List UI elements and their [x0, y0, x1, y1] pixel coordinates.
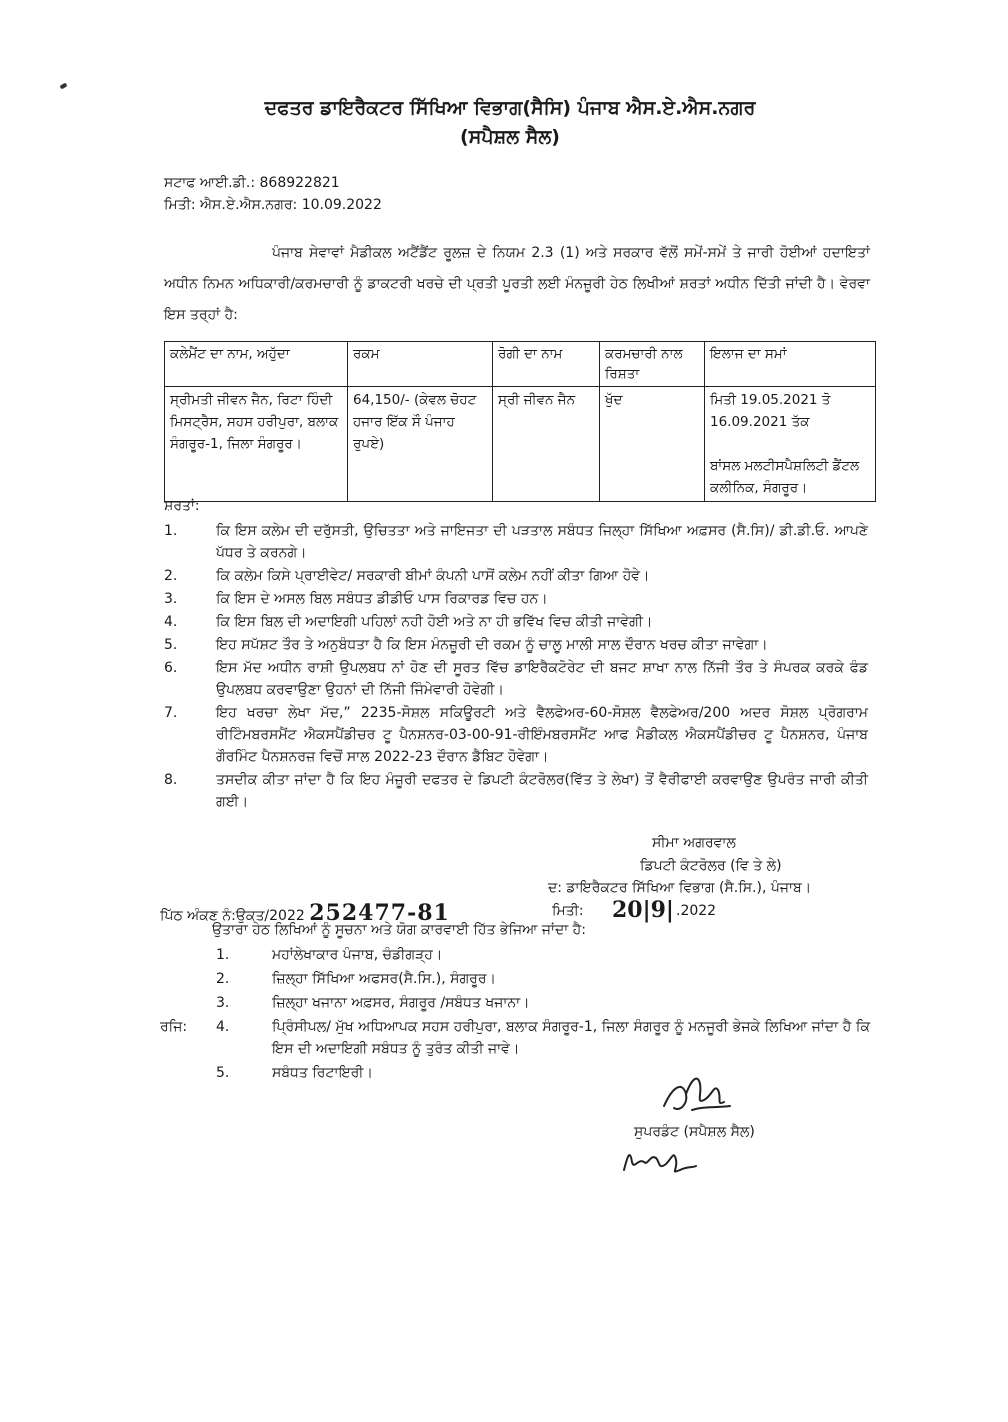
copy-intro: ਉਤਾਰਾ ਹੇਠ ਲਿਖਿਆਂ ਨੂੰ ਸੂਚਨਾ ਅਤੇ ਯੋਗ ਕਾਰਵਾਈ ਹਿੱਤ ਭੇਜਿਆ ਜਾਂਦਾ ਹੈ:: [212, 922, 586, 938]
item-number: 7.: [164, 705, 178, 721]
superintendent-designation: ਸੁਪਰਡੰਟ (ਸਪੈਸ਼ਲ ਸੈਲ): [634, 1124, 755, 1140]
item-text: ਸਬੰਧਤ ਰਿਟਾਇਰੀ।: [272, 1065, 373, 1081]
list-item: [160, 968, 870, 990]
cell-claimant: ਸ੍ਰੀਮਤੀ ਜੀਵਨ ਜੈਨ, ਰਿਟਾ ਹਿੰਦੀ ਮਿਸਟ੍ਰੈਸ, ਸਹਸ ਹਰੀਪੁਰਾ, ਬਲਾਕ ਸੰਗਰੂਰ-1, ਜਿਲਾ ਸੰਗਰੂਰ।: [165, 387, 348, 502]
endorsement-number: 252477-81: [309, 900, 450, 926]
issue-date: ਮਿਤੀ: ਐਸ.ਏ.ਐਸ.ਨਗਰ: 10.09.2022: [164, 197, 382, 213]
item-number: 2.: [216, 971, 230, 987]
conditions-heading: ਸ਼ਰਤਾਂ:: [164, 498, 200, 514]
col-claimant: ਕਲੇਮੈਂਟ ਦਾ ਨਾਮ, ਅਹੁੱਦਾ: [165, 342, 348, 387]
item-text: ਇਹ ਖਰਚਾ ਲੇਖਾ ਮੱਦ,” 2235-ਸੋਸ਼ਲ ਸਕਿਊਰਟੀ ਅਤੇ ਵੈਲਫੇਅਰ-60-ਸੋਸ਼ਲ ਵੈਲਫੇਅਰ/200 ਅਦਰ ਸੋਸ਼ਲ ਪ੍ਰੋਗਰਾਮ ਰੀਟਿੰਮਬਰਸਮੈਂਟ ਐਕਸਪੈਂਡੀਚਰ ਟੂ ਪੈਨਸ਼ਨਰ-03-00-91-ਰੀਇੰਮਬਰਸਮੈਂਟ ਆਫ ਮੈਡੀਕਲ ਐਕਸਪੈਂਡੀਚਰ ਟੂ ਪੈਨਸ਼ਨਰ, ਪੰਜਾਬ ਗੌਰਮਿੰਟ ਪੈਨਸ਼ਨਰਜ਼ ਵਿਚੋਂ ਸਾਲ 2022-23 ਦੌਰਾਨ ਡੈਬਿਟ ਹੋਵੇਗਾ।: [216, 705, 868, 765]
col-treatment-period: ਇਲਾਜ ਦਾ ਸਮਾਂ: [705, 342, 876, 387]
intro-paragraph: ਪੰਜਾਬ ਸੇਵਾਵਾਂ ਮੈਡੀਕਲ ਅਟੈਂਡੈਂਟ ਰੂਲਜ਼ ਦੇ ਨਿਯਮ 2.3 (1) ਅਤੇ ਸਰਕਾਰ ਵੱਲੋਂ ਸਮੇਂ-ਸਮੇਂ ਤੇ ਜਾਰੀ ਹੋਈਆਂ ਹਦਾਇਤਾਂ ਅਧੀਨ ਨਿਮਨ ਅਧਿਕਾਰੀ/ਕਰਮਚਾਰੀ ਨੂੰ ਡਾਕਟਰੀ ਖਰਚੇ ਦੀ ਪ੍ਰਤੀ ਪੂਰਤੀ ਲਈ ਮੰਨਜ਼ੂਰੀ ਹੇਠ ਲਿਖੀਆਂ ਸ਼ਰਤਾਂ ਅਧੀਨ ਦਿੱਤੀ ਜਾਂਦੀ ਹੈ। ਵੇਰਵਾ ਇਸ ਤਰ੍ਹਾਂ ਹੈ:: [164, 245, 870, 323]
endorsement-date-handwritten: 20|9|: [612, 897, 674, 923]
list-item: [160, 1062, 870, 1084]
endorsement-date-label: ਮਿਤੀ:: [552, 903, 584, 919]
scan-mark: [59, 83, 67, 90]
list-item: [164, 702, 868, 768]
item-text: ਤਸਦੀਕ ਕੀਤਾ ਜਾਂਦਾ ਹੈ ਕਿ ਇਹ ਮੰਜ਼ੂਰੀ ਦਫਤਰ ਦੇ ਡਿਪਟੀ ਕੰਟਰੋਲਰ(ਵਿੱਤ ਤੇ ਲੇਖਾ) ਤੋਂ ਵੈਰੀਫਾਈ ਕਰਵਾਉਣ ਉਪਰੰਤ ਜਾਰੀ ਕੀਤੀ ਗਈ।: [216, 772, 868, 810]
list-item: [164, 565, 868, 587]
superintendent-signature: [652, 1070, 742, 1122]
copy-recipients-list: [160, 944, 870, 1086]
item-number: 2.: [164, 568, 178, 584]
item-number: 8.: [164, 772, 178, 788]
cell-patient: ਸ੍ਰੀ ਜੀਵਨ ਜੈਨ: [493, 387, 600, 502]
cell-amount: 64,150/- (ਕੇਵਲ ਚੋਹਟ ਹਜਾਰ ਇੱਕ ਸੌ ਪੰਜਾਹ ਰੁਪਏ): [348, 387, 493, 502]
item-number: 3.: [164, 591, 178, 607]
signatory-designation: ਡਿਪਟੀ ਕੰਟਰੋਲਰ (ਵਿ ਤੇ ਲੇ): [640, 858, 782, 874]
item-text: ਮਹਾਂਲੇਖਾਕਾਰ ਪੰਜਾਬ, ਚੰਡੀਗੜ੍ਹ।: [272, 947, 443, 963]
list-item: [164, 588, 868, 610]
list-item: [164, 657, 868, 701]
office-subheader: (ਸਪੈਸ਼ਲ ਸੈਲ): [460, 126, 560, 148]
claim-table: [164, 341, 876, 502]
item-text: ਜ਼ਿਲ੍ਹਾ ਖਜਾਨਾ ਅਫ਼ਸਰ, ਸੰਗਰੂਰ /ਸਬੰਧਤ ਖਜਾਨਾ।: [272, 995, 530, 1011]
initials-signature: [620, 1140, 700, 1180]
list-item: [160, 992, 870, 1014]
list-item: [160, 944, 870, 966]
cell-period: [705, 387, 876, 502]
signatory-name: ਸੀਮਾ ਅਗਰਵਾਲ: [652, 835, 736, 851]
item-text: ਕਿ ਕਲੇਮ ਕਿਸੇ ਪ੍ਰਾਈਵੇਟ/ ਸਰਕਾਰੀ ਬੀਮਾਂ ਕੰਪਨੀ ਪਾਸੋਂ ਕਲੇਮ ਨਹੀਂ ਕੀਤਾ ਗਿਆ ਹੋਵੇ।: [216, 568, 650, 584]
signatory-office: ਦ: ਡਾਇਰੈਕਟਰ ਸਿੱਖਿਆ ਵਿਭਾਗ (ਸੈ.ਸਿ.), ਪੰਜਾਬ।: [548, 880, 812, 896]
item-text: ਕਿ ਇਸ ਬਿਲ ਦੀ ਅਦਾਇਗੀ ਪਹਿਲਾਂ ਨਹੀ ਹੋਈ ਅਤੇ ਨਾ ਹੀ ਭਵਿੱਖ ਵਿਚ ਕੀਤੀ ਜਾਵੇਗੀ।: [216, 614, 653, 630]
item-number: 1.: [164, 523, 178, 539]
list-item: [160, 1016, 870, 1060]
item-text: ਕਿ ਇਸ ਕਲੇਮ ਦੀ ਦਰੁੱਸਤੀ, ਉਚਿਤਤਾ ਅਤੇ ਜਾਇਜਤਾ ਦੀ ਪੜਤਾਲ ਸਬੰਧਤ ਜਿਲ੍ਹਾ ਸਿੱਖਿਆ ਅਫ਼ਸਰ (ਸੈ.ਸਿ)/ ਡੀ.ਡੀ.ਓ. ਆਪਣੇ ਪੱਧਰ ਤੇ ਕਰਨਗੇ।: [216, 523, 868, 561]
cell-relation: ਖੁੱਦ: [600, 387, 705, 502]
list-item: [164, 769, 868, 813]
office-header: ਦਫਤਰ ਡਾਇਰੈਕਟਰ ਸਿੱਖਿਆ ਵਿਭਾਗ(ਸੈਸਿ) ਪੰਜਾਬ ਐਸ.ਏ.ਐਸ.ਨਗਰ: [264, 97, 756, 119]
col-relation: ਕਰਮਚਾਰੀ ਨਾਲ ਰਿਸ਼ਤਾ: [600, 342, 705, 387]
item-number: 5.: [216, 1065, 230, 1081]
item-text: ਕਿ ਇਸ ਦੇ ਅਸਲ ਬਿਲ ਸਬੰਧਤ ਡੀਡੀਓ ਪਾਸ ਰਿਕਾਰਡ ਵਿਚ ਹਨ।: [216, 591, 548, 607]
item-text: ਇਸ ਮੱਦ ਅਧੀਨ ਰਾਸ਼ੀ ਉਪਲਬਧ ਨਾਂ ਹੋਣ ਦੀ ਸੂਰਤ ਵਿੱਚ ਡਾਇਰੈਕਟੋਰੇਟ ਦੀ ਬਜਟ ਸ਼ਾਖਾ ਨਾਲ ਨਿੱਜੀ ਤੌਰ ਤੇ ਸੰਪਰਕ ਕਰਕੇ ਫੰਡ ਉਪਲਬਧ ਕਰਵਾਉਣਾ ਉਹਨਾਂ ਦੀ ਨਿੱਜੀ ਜਿੰਮੇਵਾਰੀ ਹੋਵੇਗੀ।: [216, 660, 868, 698]
item-prefix: ਰਜਿ:: [160, 1019, 188, 1035]
item-text: ਪ੍ਰਿੰਸੀਪਲ/ ਮੁੱਖ ਅਧਿਆਪਕ ਸਹਸ ਹਰੀਪੁਰਾ, ਬਲਾਕ ਸੰਗਰੂਰ-1, ਜਿਲਾ ਸੰਗਰੂਰ ਨੂੰ ਮਨਜੂਰੀ ਭੇਜਕੇ ਲਿਖਿਆ ਜਾਂਦਾ ਹੈ ਕਿ ਇਸ ਦੀ ਅਦਾਇਗੀ ਸਬੰਧਤ ਨੂੰ ਤੁਰੰਤ ਕੀਤੀ ਜਾਵੇ।: [272, 1019, 870, 1057]
list-item: [164, 611, 868, 633]
endorsement-date-year: .2022: [676, 903, 717, 919]
item-number: 3.: [216, 995, 230, 1011]
item-number: 4.: [216, 1019, 230, 1035]
item-number: 6.: [164, 660, 178, 676]
treatment-dates: ਮਿਤੀ 19.05.2021 ਤੋ 16.09.2021 ਤੱਕ: [710, 392, 831, 430]
item-text: ਜ਼ਿਲ੍ਹਾ ਸਿੱਖਿਆ ਅਫਸਰ(ਸੈ.ਸਿ.), ਸੰਗਰੂਰ।: [272, 971, 496, 987]
col-amount: ਰਕਮ: [348, 342, 493, 387]
item-number: 5.: [164, 637, 178, 653]
item-number: 1.: [216, 947, 230, 963]
item-text: ਇਹ ਸਪੱਸ਼ਟ ਤੌਰ ਤੇ ਅਨੁਬੰਧਤਾ ਹੈ ਕਿ ਇਸ ਮੰਨਜ਼ੂਰੀ ਦੀ ਰਕਮ ਨੂੰ ਚਾਲੂ ਮਾਲੀ ਸਾਲ ਦੌਰਾਨ ਖਰਚ ਕੀਤਾ ਜਾਵੇਗਾ।: [216, 637, 768, 653]
conditions-list: [164, 520, 868, 814]
table-header-row: [165, 342, 876, 387]
col-patient: ਰੋਗੀ ਦਾ ਨਾਮ: [493, 342, 600, 387]
endorsement-label: ਪਿੱਠ ਅੰਕਣ ਨੰ:ਉਕਤ/2022: [160, 908, 305, 924]
hospital-name: ਬਾਂਸਲ ਮਲਟੀਸਪੈਸ਼ਲਿਟੀ ਡੈਂਟਲ ਕਲੀਨਿਕ, ਸੰਗਰੂਰ।: [710, 458, 860, 496]
item-number: 4.: [164, 614, 178, 630]
list-item: [164, 634, 868, 656]
list-item: [164, 520, 868, 564]
table-row: [165, 387, 876, 502]
staff-id: ਸਟਾਫ ਆਈ.ਡੀ.: 868922821: [164, 175, 340, 191]
